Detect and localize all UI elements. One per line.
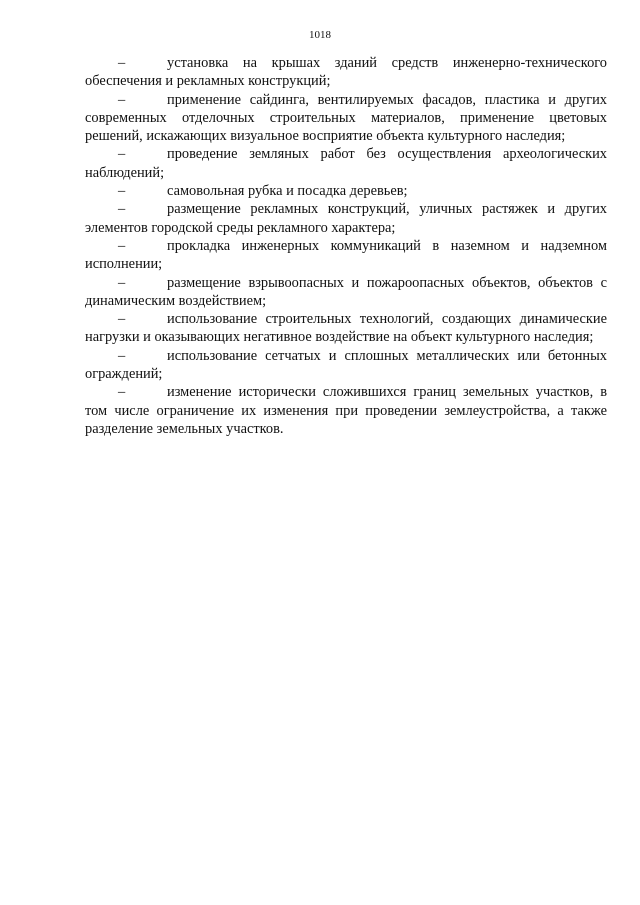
list-item-text: самовольная рубка и посадка деревьев; xyxy=(167,183,408,200)
list-item-text: применение сайдинга, вентилируемых фасадов, пластика и других современных отделочных строительных материалов, применение цветовых решений, искажающих визуальное восприятие объекта культурного наследия; xyxy=(85,91,607,145)
list-bullet: – xyxy=(118,237,126,254)
page-number: 1018 xyxy=(309,29,331,41)
list-item xyxy=(85,91,607,146)
list-bullet: – xyxy=(118,274,126,291)
list-bullet: – xyxy=(118,91,126,108)
list-item-text: размещение взрывоопасных и пожароопасных объектов, объектов с динамическим воздействием; xyxy=(85,274,607,309)
list-item-text: использование сетчатых и сплошных металлических или бетонных ограждений; xyxy=(85,347,607,383)
list-bullet: – xyxy=(118,347,126,364)
list-item xyxy=(85,182,607,200)
list-item-text: изменение исторически сложившихся границ земельных участков, в том числе ограничение их изменения при проведении землеустройства, а также разделение земельных участков. xyxy=(85,384,607,437)
list-bullet: – xyxy=(118,183,126,200)
list-bullet: – xyxy=(118,146,126,163)
list-item-text: проведение земляных работ без осуществления археологических наблюдений; xyxy=(85,146,607,181)
list-item-text: установка на крышах зданий средств инженерно-технического обеспечения и рекламных конструкций; xyxy=(85,55,607,90)
list-item xyxy=(85,237,607,274)
list-item xyxy=(85,54,607,91)
list-bullet: – xyxy=(118,201,126,218)
list-item xyxy=(85,274,607,311)
list-item-text: размещение рекламных конструкций, уличных растяжек и других элементов городской среды рекламного характера; xyxy=(85,201,607,236)
list-bullet: – xyxy=(118,55,126,71)
list-item-text: использование строительных технологий, создающих динамические нагрузки и оказывающих негативное воздействие на объект культурного наследия; xyxy=(85,311,607,346)
list-item-text: прокладка инженерных коммуникаций в наземном и надземном исполнении; xyxy=(85,237,607,273)
list-bullet: – xyxy=(118,384,126,401)
list-bullet: – xyxy=(118,311,126,328)
list-item xyxy=(85,310,607,347)
list-item xyxy=(85,347,607,384)
restrictions-list xyxy=(85,54,607,438)
list-item xyxy=(85,145,607,182)
list-item xyxy=(85,383,607,438)
list-item xyxy=(85,200,607,237)
